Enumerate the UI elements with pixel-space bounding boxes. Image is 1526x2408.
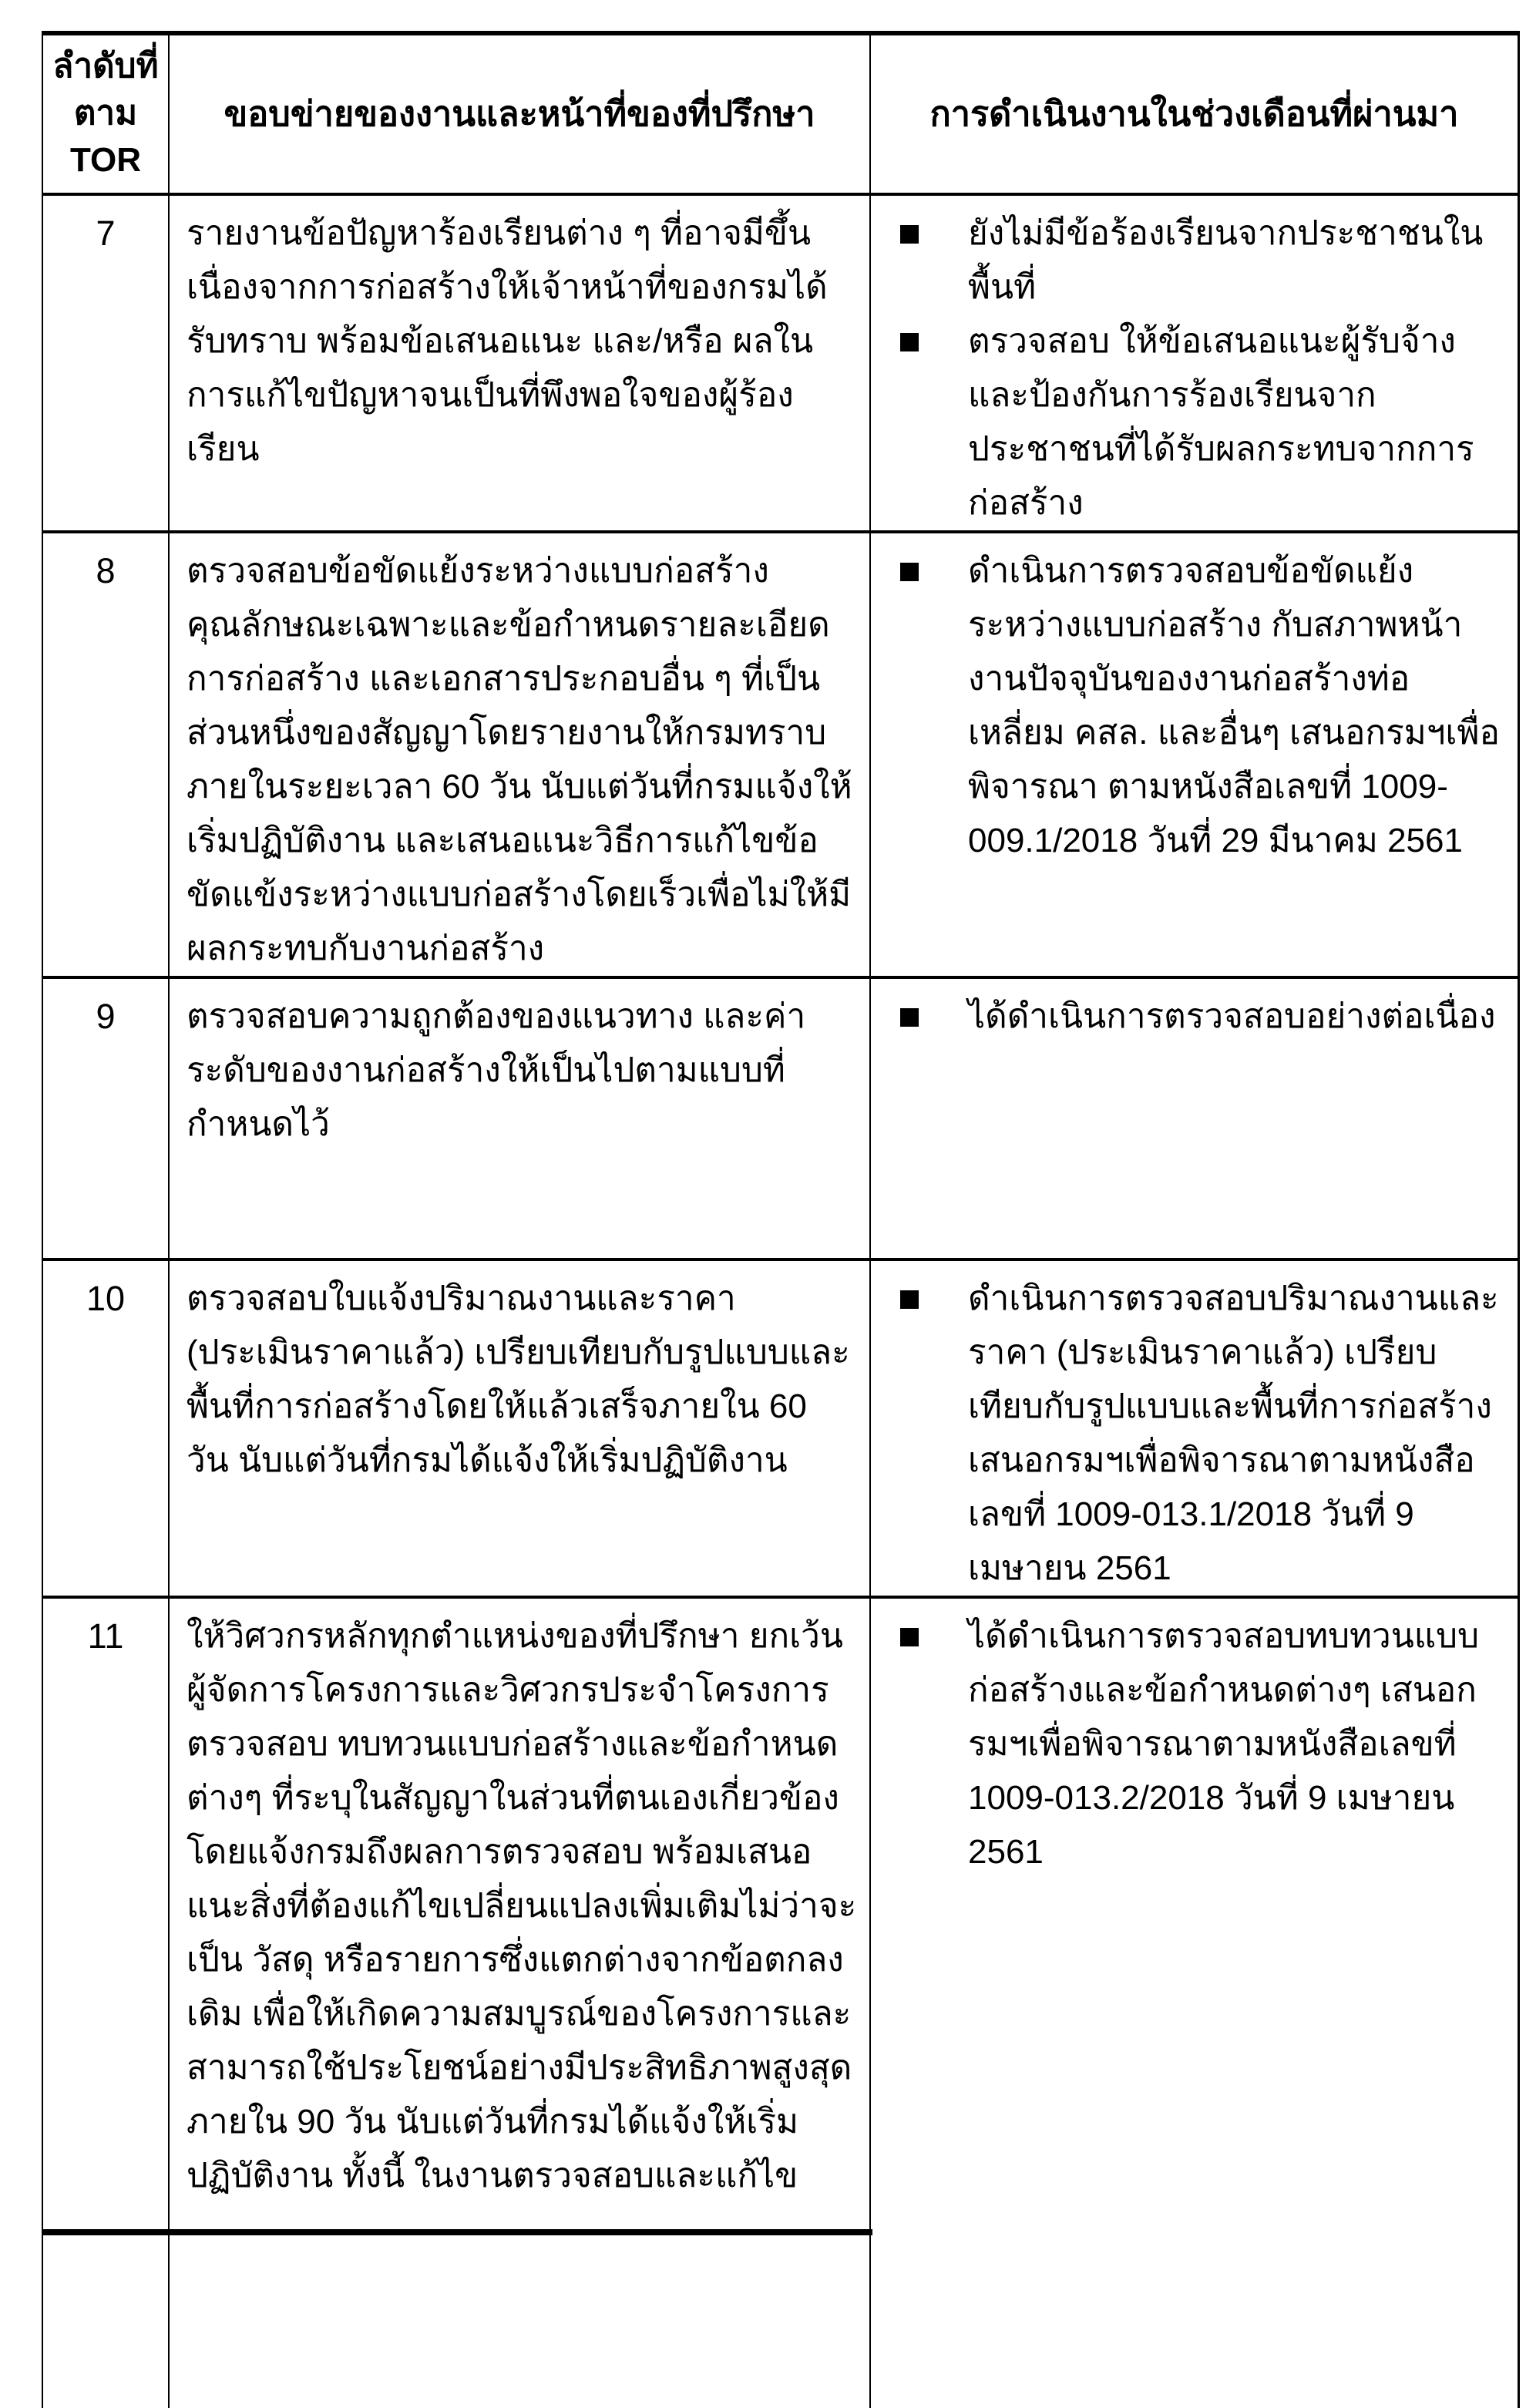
bullet-text: ดำเนินการตรวจสอบปริมาณงานและราคา (ประเมินราคาแล้ว) เปรียบเทียบกับรูปแบบและพื้นที่การก่อสร้าง เสนอกรมฯเพื่อพิจารณาตามหนังสือเลขที่ 1009-013.1/2018 วันที่ 9 เมษายน 2561 xyxy=(968,1280,1499,1587)
row-number: 9 xyxy=(96,997,116,1036)
row-number: 8 xyxy=(96,551,116,590)
header-cell-scope xyxy=(170,35,871,193)
bullet-square-icon xyxy=(900,1628,919,1646)
progress-bullet-item xyxy=(900,990,1502,1044)
bullet-square-icon xyxy=(900,1290,919,1309)
tor-number-cell xyxy=(43,1599,170,2408)
bullet-square-icon xyxy=(900,563,919,581)
tor-number-cell xyxy=(43,196,170,530)
scope-text: ให้วิศวกรหลักทุกตำแหน่งของที่ปรึกษา ยกเว้นผู้จัดการโครงการและวิศวกรประจำโครงการ ตรวจสอบ ทบทวนแบบก่อสร้างและข้อกำหนดต่างๆ ที่ระบุในสัญญาในส่วนที่ตนเองเกี่ยวข้อง โดยแจ้งกรมถึงผลการตรวจสอบ พร้อมเสนอแนะสิ่งที่ต้องแก้ไขเปลี่ยนแปลงเพิ่มเติมไม่ว่าจะเป็น วัสดุ หรือรายการซึ่งแตกต่างจากข้อตกลงเดิม เพื่อให้เกิดความสมบูรณ์ของโครงการและสามารถใช้ประโยชน์อย่างมีประสิทธิภาพสูงสุด ภายใน 90 วัน นับแต่วันที่กรมได้แจ้งให้เริ่มปฏิบัติงาน ทั้งนี้ ในงานตรวจสอบและแก้ไข xyxy=(187,1617,857,2194)
bullet-text: ยังไม่มีข้อร้องเรียนจากประชาชนในพื้นที่ xyxy=(968,214,1484,306)
bullet-text: ได้ดำเนินการตรวจสอบทบทวนแบบก่อสร้างและข้อกำหนดต่างๆ เสนอกรมฯเพื่อพิจารณาตามหนังสือเลขที่ 1009-013.2/2018 วันที่ 9 เมษายน 2561 xyxy=(968,1617,1480,1871)
row-number: 11 xyxy=(87,1616,124,1656)
progress-list xyxy=(900,207,1502,530)
progress-cell xyxy=(871,979,1518,1258)
header-line-2: ตาม xyxy=(73,94,138,132)
progress-cell xyxy=(871,1261,1518,1596)
scope-cell xyxy=(170,1599,871,2408)
progress-cell xyxy=(871,196,1518,530)
tor-status-table xyxy=(42,31,1520,2408)
progress-bullet-item xyxy=(900,207,1502,314)
table-body xyxy=(43,196,1518,2408)
table-row xyxy=(43,196,1518,533)
row-number: 7 xyxy=(96,214,116,253)
tor-number-cell xyxy=(43,533,170,976)
progress-cell xyxy=(871,1599,1518,2408)
header-progress-label: การดำเนินงานในช่วงเดือนที่ผ่านมา xyxy=(929,94,1459,133)
tor-number-cell xyxy=(43,979,170,1258)
scope-text: ตรวจสอบความถูกต้องของแนวทาง และค่าระดับของงานก่อสร้างให้เป็นไปตามแบบที่กำหนดไว้ xyxy=(187,997,806,1143)
bullet-square-icon xyxy=(900,225,919,244)
header-cell-progress xyxy=(871,35,1518,193)
bullet-text: ดำเนินการตรวจสอบข้อขัดแย้งระหว่างแบบก่อสร้าง กับสภาพหน้างานปัจจุบันของงานก่อสร้างท่อเหลี่ยม คสล. และอื่นๆ เสนอกรมฯเพื่อพิจารณา ตามหนังสือเลขที่ 1009-009.1/2018 วันที่ 29 มีนาคม 2561 xyxy=(968,552,1500,859)
table-header-row xyxy=(43,35,1518,196)
bullet-text: ตรวจสอบ ให้ข้อเสนอแนะผู้รับจ้าง และป้องกันการร้องเรียนจากประชาชนที่ได้รับผลกระทบจากการก่อสร้าง xyxy=(968,322,1474,522)
scope-text: ตรวจสอบข้อขัดแย้งระหว่างแบบก่อสร้าง คุณลักษณะเฉพาะและข้อกำหนดรายละเอียดการก่อสร้าง และเอกสารประกอบอื่น ๆ ที่เป็นส่วนหนึ่งของสัญญาโดยรายงานให้กรมทราบภายในระยะเวลา 60 วัน นับแต่วันที่กรมแจ้งให้เริ่มปฏิบัติงาน และเสนอแนะวิธีการแก้ไขข้อขัดแข้งระหว่างแบบก่อสร้างโดยเร็วเพื่อไม่ให้มีผลกระทบกับงานก่อสร้าง xyxy=(187,552,852,967)
table-row xyxy=(43,1261,1518,1599)
progress-bullet-item xyxy=(900,314,1502,530)
header-cell-tor-number xyxy=(43,35,170,193)
table-row xyxy=(43,979,1518,1261)
progress-cell xyxy=(871,533,1518,976)
progress-bullet-item xyxy=(900,1272,1502,1596)
bullet-square-icon xyxy=(900,333,919,351)
scope-text: ตรวจสอบใบแจ้งปริมาณงานและราคา (ประเมินราคาแล้ว) เปรียบเทียบกับรูปแบบและพื้นที่การก่อสร้างโดยให้แล้วเสร็จภายใน 60 วัน นับแต่วันที่กรมได้แจ้งให้เริ่มปฏิบัติงาน xyxy=(187,1280,850,1479)
table-row xyxy=(43,1599,1518,2408)
header-line-1: ลำดับที่ xyxy=(52,47,159,85)
table-row xyxy=(43,533,1518,979)
tor-number-cell xyxy=(43,1261,170,1596)
progress-list xyxy=(900,1609,1502,1879)
header-line-3: TOR xyxy=(69,141,142,179)
scope-text: รายงานข้อปัญหาร้องเรียนต่าง ๆ ที่อาจมีขึ้นเนื่องจากการก่อสร้างให้เจ้าหน้าที่ของกรมได้รับทราบ พร้อมข้อเสนอแนะ และ/หรือ ผลในการแก้ไขปัญหาจนเป็นที่พึงพอใจของผู้ร้องเรียน xyxy=(187,214,828,468)
scope-cell xyxy=(170,533,871,976)
progress-list xyxy=(900,990,1502,1044)
scope-cell xyxy=(170,979,871,1258)
bullet-square-icon xyxy=(900,1008,919,1027)
table-partial-bottom-border xyxy=(42,2229,872,2235)
bullet-text: ได้ดำเนินการตรวจสอบอย่างต่อเนื่อง xyxy=(968,997,1496,1035)
progress-bullet-item xyxy=(900,1609,1502,1879)
progress-list xyxy=(900,544,1502,868)
scope-cell xyxy=(170,196,871,530)
header-scope-label: ขอบข่ายของงานและหน้าที่ของที่ปรึกษา xyxy=(224,94,815,133)
progress-list xyxy=(900,1272,1502,1596)
progress-bullet-item xyxy=(900,544,1502,868)
scope-cell xyxy=(170,1261,871,1596)
row-number: 10 xyxy=(86,1279,126,1318)
